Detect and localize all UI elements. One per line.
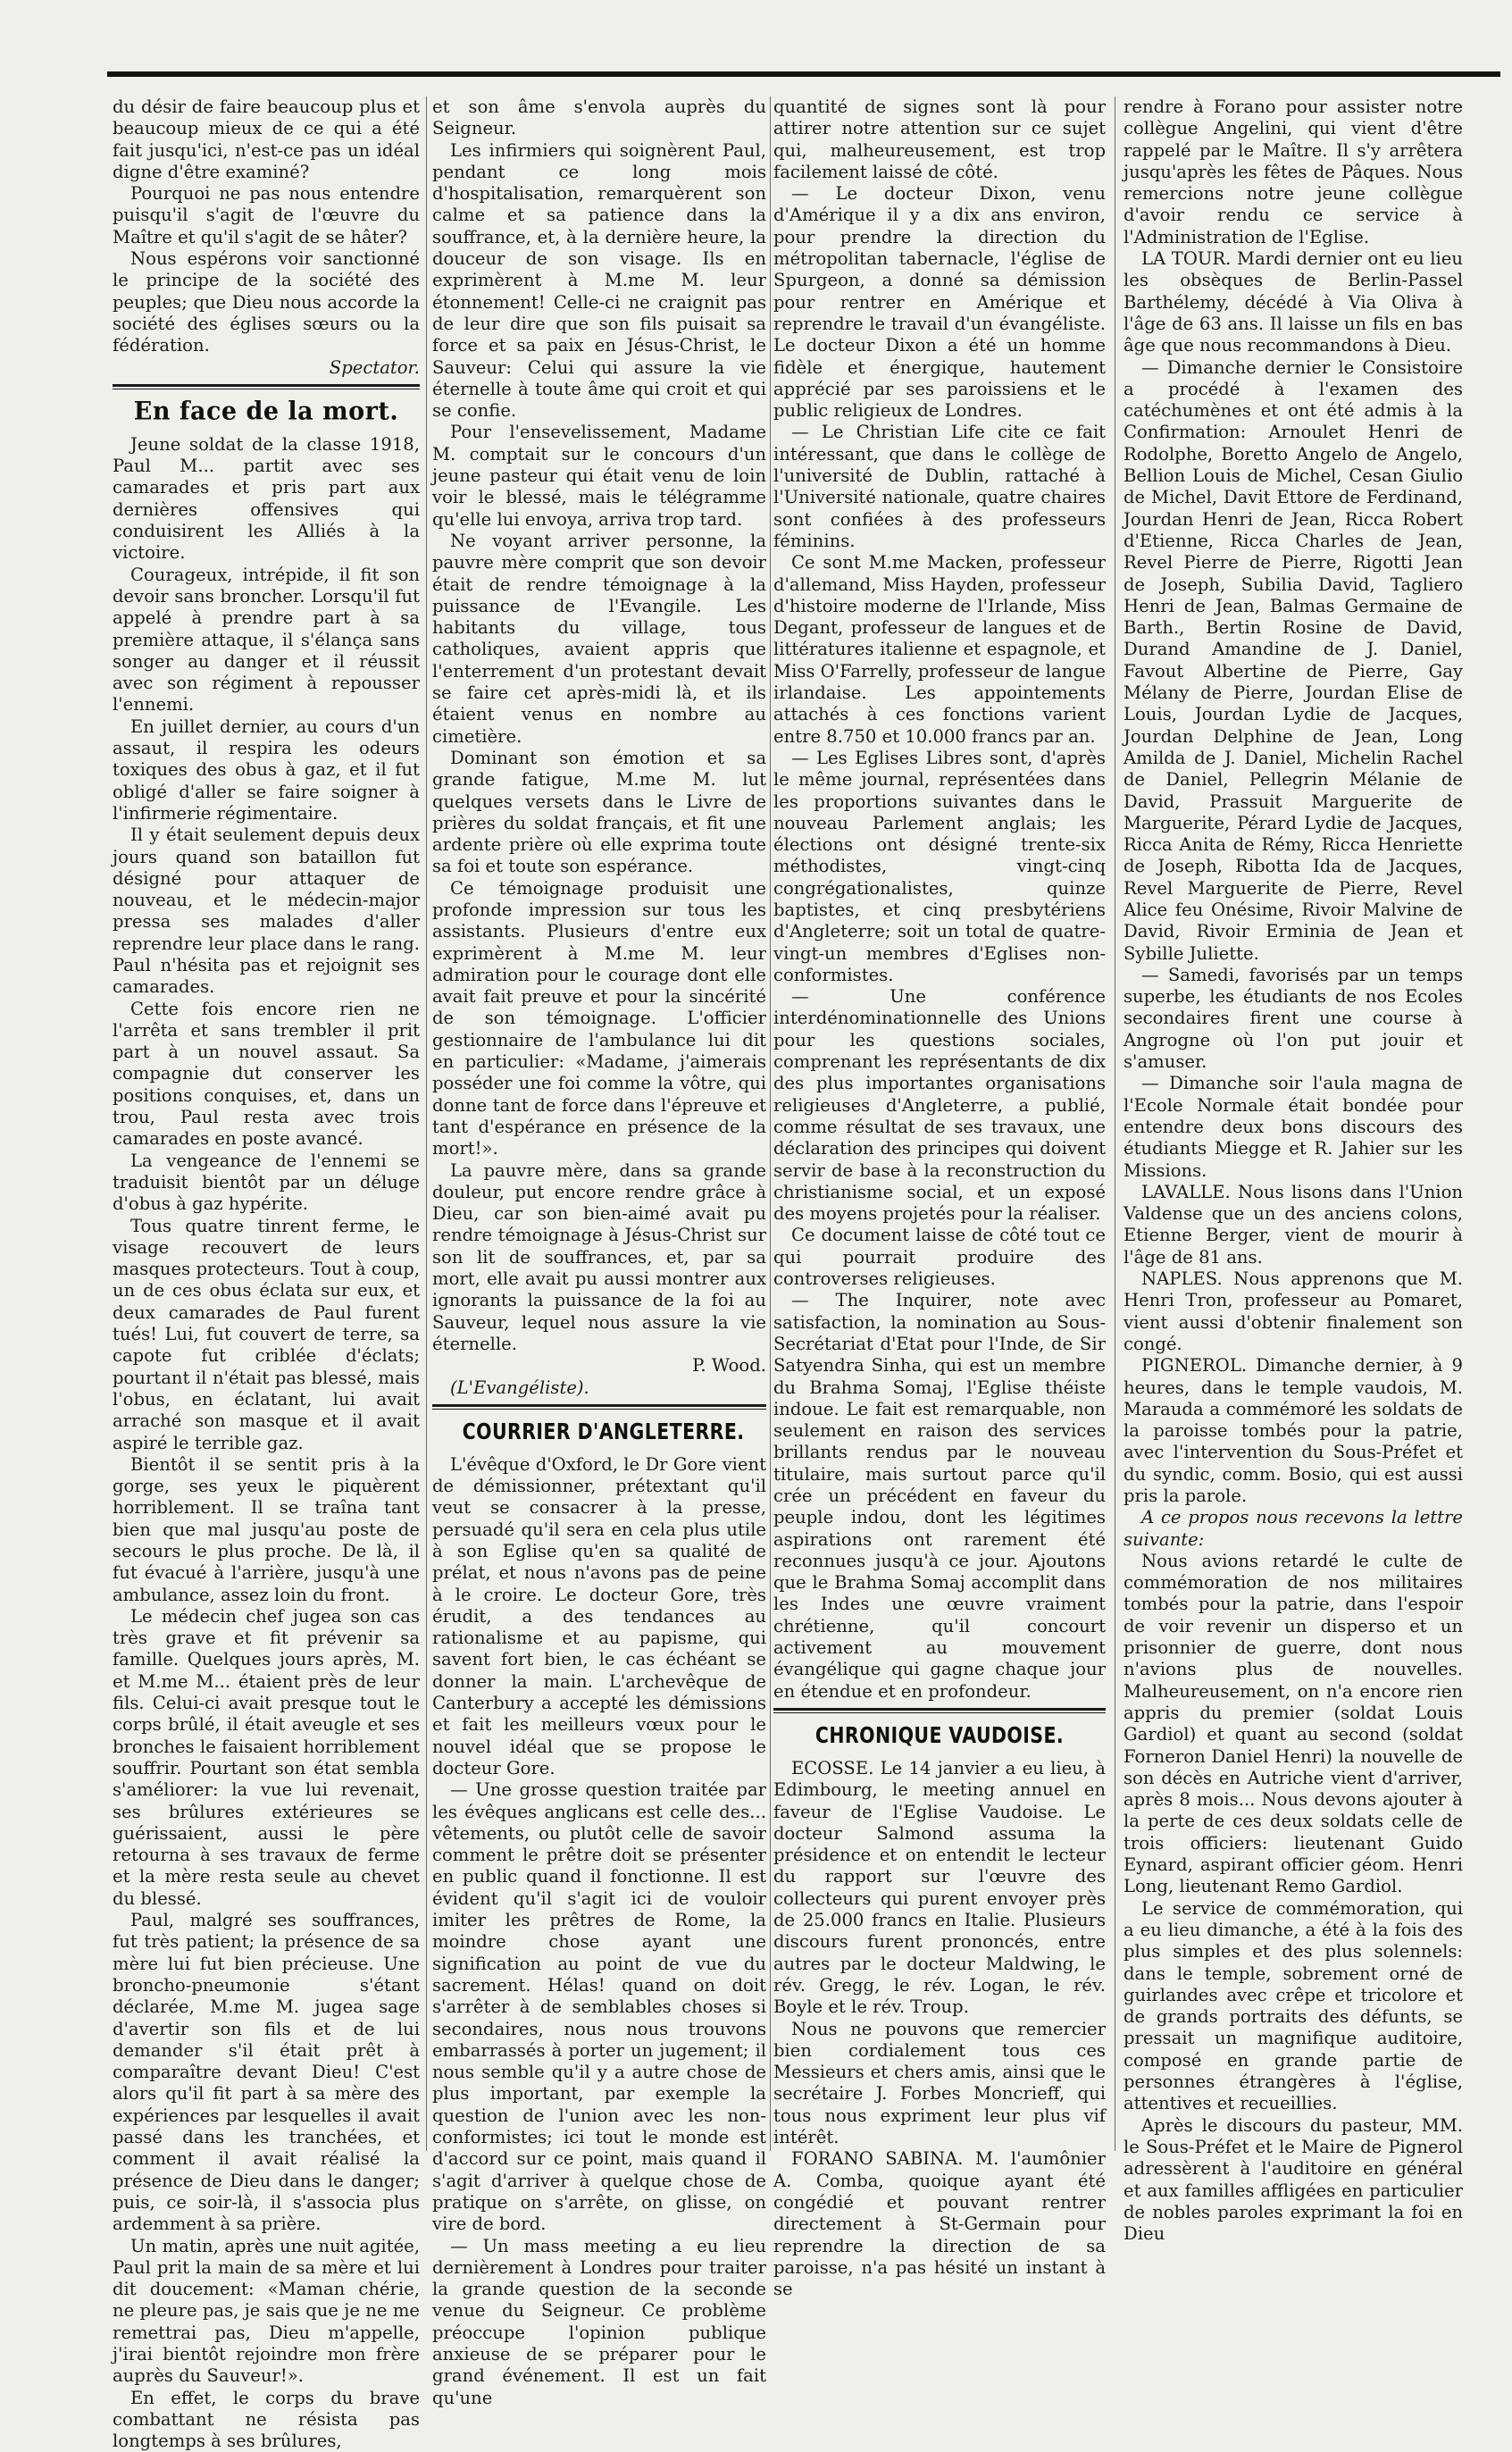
section-rule xyxy=(113,384,420,387)
paragraph: En juillet dernier, au cours d'un assaut, il respira les odeurs toxiques des obus à gaz, et il fut obligé d'aller se faire soigner à l'infirmerie régimentaire. xyxy=(113,716,420,824)
paragraph: — Une conférence interdénominationnelle des Unions pour les questions sociales, comprenant les représentants de dix des plus importantes organisations religieuses d'Angleterre, a publié, comme résultat de ses travaux, une déclaration des principes qui doivent servir de base à la reconstruction du christianisme social, et un exposé des moyens projetés pour la réaliser. xyxy=(773,986,1106,1225)
paragraph: A ce propos nous recevons la lettre suivante: xyxy=(1124,1507,1463,1550)
paragraph: LA TOUR. Mardi dernier ont eu lieu les obsèques de Berlin-Passel Barthélemy, décédé à Via Oliva à l'âge de 63 ans. Il laisse un fils en bas âge que nous recommandons à Dieu. xyxy=(1124,248,1463,356)
section-rule-thin xyxy=(432,1409,766,1410)
section-rule-thin xyxy=(773,1712,1106,1713)
paragraph: En effet, le corps du brave combattant ne résista pas longtemps à ses brûlures, xyxy=(113,2387,420,2452)
section-title: CHRONIQUE VAUDOISE. xyxy=(814,1721,1065,1748)
paragraph: Nous espérons voir sanctionné le principe de la société des peuples; que Dieu nous accorde la société des églises sœurs ou la fédération. xyxy=(113,248,420,356)
section-title: COURRIER D'ANGLETERRE. xyxy=(462,1418,745,1444)
paragraph: La pauvre mère, dans sa grande douleur, put encore rendre grâce à Dieu, car son bien-aimé avait pu rendre témoignage à Jésus-Christ sur son lit de souffrances, et, par sa mort, elle avait pu aussi montrer aux ignorants la puissance de la foi au Sauveur, lequel nous assure la vie éternelle. xyxy=(432,1159,766,1354)
paragraph: NAPLES. Nous apprenons que M. Henri Tron, professeur au Pomaret, vient aussi d'obtenir finalement son congé. xyxy=(1124,1268,1463,1354)
paragraph: — Dimanche soir l'aula magna de l'Ecole Normale était bondée pour entendre deux bons discours des étudiants Miegge et R. Jahier sur les Missions. xyxy=(1124,1073,1463,1181)
section-rule xyxy=(773,1708,1106,1711)
paragraph: et son âme s'envola auprès du Seigneur. xyxy=(432,96,766,139)
column-2 xyxy=(432,96,766,2408)
paragraph: Un matin, après une nuit agitée, Paul prit la main de sa mère et lui dit doucement: «Maman chérie, ne pleure pas, je sais que je ne me remettrai pas, Dieu m'appelle, j'irai bientôt rejoindre mon frère auprès du Sauveur!». xyxy=(113,2235,420,2387)
column-divider xyxy=(426,96,427,2151)
paragraph: Bientôt il se sentit pris à la gorge, ses yeux le piquèrent horriblement. Il se traîna tant bien que mal jusqu'au poste de secours le plus proche. De là, il fut évacué à l'arrière, jusqu'à une ambulance, assez loin du front. xyxy=(113,1453,420,1605)
column-3 xyxy=(773,96,1107,2300)
paragraph: du désir de faire beaucoup plus et beaucoup mieux de ce qui a été fait jusqu'ici, n'est-ce pas un idéal digne d'être examiné? xyxy=(113,96,420,182)
paragraph: — Une grosse question traitée par les évêques anglicans est celle des... vêtements, ou plutôt celle de savoir comment le prêtre doit se présenter en public quand il fonctionne. Il est évident qu'il s'agit ici de vouloir imiter les prêtres de Rome, la moindre chose ayant une signification au point de vue du sacrement. Hélas! quand on doit s'arrêter à de semblables choses si secondaires, nous nous trouvons embarrassés à porter un jugement; il nous semble qu'il y a autre chose de plus important, par exemple la question de l'union avec les non-conformistes; ici tout le monde est d'accord sur ce point, mais quand il s'agit d'arriver à quelque chose de pratique on s'arrête, on glisse, on vire de bord. xyxy=(432,1779,766,2235)
paragraph: FORANO SABINA. M. l'aumônier A. Comba, quoique ayant été congédié et pouvant rentrer directement à St-Germain pour reprendre la direction de sa paroisse, n'a pas hésité un instant à se xyxy=(773,2148,1106,2300)
paragraph: — Dimanche dernier le Consistoire a procédé à l'examen des catéchumènes et ont été admis à la Confirmation: Arnoulet Henri de Rodolphe, Boretto Angelo de Angelo, Bellion Louis de Michel, Cesan Giulio de Michel, Davit Ettore de Ferdinand, Jourdan Henri de Jean, Ricca Robert d'Etienne, Ricca Charles de Jean, Revel Pierre de Pierre, Rigotti Jean de Joseph, Subilia David, Tagliero Henri de Jean, Balmas Germaine de Barth., Bertin Rosine de David, Durand Amandine de J. Daniel, Favout Albertine de Pierre, Gay Mélany de Pierre, Jourdan Elise de Louis, Jourdan Lydie de Jacques, Jourdan Delphine de Jean, Long Amilda de J. Daniel, Michelin Rachel de Daniel, Pellegrin Mélanie de David, Prassuit Marguerite de Marguerite, Pérard Lydie de Jacques, Ricca Anita de Rémy, Ricca Henriette de Joseph, Ribotta Ida de Jacques, Revel Marguerite de Pierre, Revel Alice feu Onésime, Rivoir Malvine de David, Rivoir Erminia de Jean et Sybille Juliette. xyxy=(1124,356,1463,964)
paragraph: Nous avions retardé le culte de commémoration de nos militaires tombés pour la patrie, dans l'espoir de voir revenir un disperso et un prisonnier de guerre, dont nous n'avions plus de nouvelles. Malheureusement, on n'a encore rien appris du premier (soldat Louis Gardiol) et quant au second (soldat Forneron Daniel Henri) la nouvelle de son décès en Autriche vient d'arriver, après 8 mois... Nous devons ajouter à la perte de ces deux soldats celle de trois officiers: lieutenant Guido Eynard, aspirant officier géom. Henri Long, lieutenant Remo Gardiol. xyxy=(1124,1550,1463,1897)
section-rule xyxy=(432,1404,766,1407)
paragraph: — Le docteur Dixon, venu d'Amérique il y a dix ans environ, pour prendre la direction du métropolitan tabernacle, l'église de Spurgeon, a donné sa démission pour rentrer en Amérique et reprendre le travail d'un évangéliste. Le docteur Dixon a été un homme fidèle et énergique, hautement apprécié par ses paroissiens et le public religieux de Londres. xyxy=(773,183,1106,422)
paragraph: — Un mass meeting a eu lieu dernièrement à Londres pour traiter la grande question de la seconde venue du Seigneur. Ce problème préoccupe l'opinion publique anxieuse de se préparer pour le grand événement. Il est un fait qu'une xyxy=(432,2235,766,2408)
signature: Spectator. xyxy=(329,356,420,378)
paragraph: L'évêque d'Oxford, le Dr Gore vient de démissionner, prétextant qu'il veut se consacrer à la presse, persuadé qu'il sera en cela plus utile à son Eglise qu'en sa qualité de prélat, et nous n'avons pas de peine à le croire. Le docteur Gore, très érudit, a des tendances au rationalisme et au papisme, qui savent fort bien, le cas échéant se donner la main. L'archevêque de Canterbury a accepté les démissions et fait les meilleurs vœux pour le nouvel idéal que se propose le docteur Gore. xyxy=(432,1453,766,1778)
paragraph: — Le Christian Life cite ce fait intéressant, que dans le collège de l'université de Dublin, rattaché à l'Université nationale, quatre chaires sont confiées à des professeurs féminins. xyxy=(773,422,1106,551)
paragraph: Pourquoi ne pas nous entendre puisqu'il s'agit de l'œuvre du Maître et qu'il s'agit de se hâter? xyxy=(113,183,420,247)
top-rule xyxy=(107,71,1500,77)
paragraph: Dominant son émotion et sa grande fatigue, M.me M. lut quelques versets dans le Livre de prières du soldat français, et fit une ardente prière où elle exprima toute sa foi et toute son espérance. xyxy=(432,747,766,877)
column-divider xyxy=(770,96,771,2151)
paragraph: Cette fois encore rien ne l'arrêta et sans trembler il prit part à un nouvel assaut. Sa compagnie dut conserver les positions conquises, et, dans un trou, Paul resta avec trois camarades en poste avancé. xyxy=(113,998,420,1150)
paragraph: Courageux, intrépide, il fit son devoir sans broncher. Lorsqu'il fut appelé à prendre part à sa première attaque, il s'élança sans songer au danger et il réussit avec son régiment à repousser l'ennemi. xyxy=(113,564,420,716)
author: P. Wood. xyxy=(692,1355,766,1377)
paragraph: Tous quatre tinrent ferme, le visage recouvert de leurs masques protecteurs. Tout à coup, un de ces obus éclata sur eux, et deux camarades de Paul furent tués! Lui, fut couvert de terre, sa capote fut criblée d'éclats; pourtant il n'était pas blessé, mais l'obus, en éclatant, lui avait arraché son masque et il avait aspiré le terrible gaz. xyxy=(113,1215,420,1453)
article-title: En face de la mort. xyxy=(133,397,399,426)
paragraph: Ce sont M.me Macken, professeur d'allemand, Miss Hayden, professeur d'histoire moderne de l'Irlande, Miss Degant, professeur de langues et de littératures italienne et espagnole, et Miss O'Farrelly, professeur de langue irlandaise. Les appointements attachés à ces fonctions varient entre 8.750 et 10.000 francs par an. xyxy=(773,552,1107,747)
paragraph: Nous ne pouvons que remercier bien cordialement tous ces Messieurs et chers amis, ainsi que le secrétaire J. Forbes Moncrieff, qui tous nous expriment leur plus vif intérêt. xyxy=(773,2018,1106,2148)
paragraph: ECOSSE. Le 14 janvier a eu lieu, à Edimbourg, le meeting annuel en faveur de l'Eglise Vaudoise. Le docteur Salmond assuma la présidence et on entendit le lecteur du rapport sur l'œuvre des collecteurs qui purent envoyer près de 25.000 francs en Italie. Plusieurs discours furent prononcés, entre autres par le docteur Maldwing, le rév. Gregg, le rév. Logan, le rév. Boyle et le rév. Troup. xyxy=(773,1757,1106,2018)
paragraph: Ce témoignage produisit une profonde impression sur tous les assistants. Plusieurs d'entre eux exprimèrent à M.me M. leur admiration pour le courage dont elle avait fait preuve et pour la sincérité de son témoignage. L'officier gestionnaire de l'ambulance lui dit en particulier: «Madame, j'aimerais posséder une foi comme la vôtre, qui donne tant de force dans l'épreuve et tant d'espérance en présence de la mort!». xyxy=(432,877,766,1159)
paragraph: Le médecin chef jugea son cas très grave et fit prévenir sa famille. Quelques jours après, M. et M.me M... étaient près de leur fils. Celui-ci avait presque tout le corps brûlé, il était aveugle et ses bronches le faisaient horriblement souffrir. Pourtant son état sembla s'améliorer: la vue lui revenait, ses brûlures extérieures se guérissaient, aussi le père retourna à ses travaux de ferme et la mère resta seule au chevet du blessé. xyxy=(113,1605,420,1909)
paragraph: — Samedi, favorisés par un temps superbe, les étudiants de nos Ecoles secondaires firent une course à Angrogne où l'on put jouir et s'amuser. xyxy=(1124,964,1463,1073)
paragraph: Après le discours du pasteur, MM. le Sous-Préfet et le Maire de Pignerol adressèrent à l'auditoire en général et aux familles affligées en particulier de nobles paroles exprimant la foi en Dieu xyxy=(1124,2114,1463,2245)
paragraph: quantité de signes sont là pour attirer notre attention sur ce sujet qui, malheureusement, est trop facilement laissé de côté. xyxy=(773,96,1106,182)
column-1 xyxy=(113,96,420,2452)
paragraph: Les infirmiers qui soignèrent Paul, pendant ce long mois d'hospitalisation, remarquèrent son calme et sa patience dans la souffrance, et, à la dernière heure, la douceur de son visage. Ils en exprimèrent à M.me M. leur étonnement! Celle-ci ne craignit pas de leur dire que son fils puisait sa force et sa paix en Jésus-Christ, le Sauveur: Celui qui assure la vie éternelle à toute âme qui croit et qui se confie. xyxy=(432,139,766,422)
paragraph: PIGNEROL. Dimanche dernier, à 9 heures, dans le temple vaudois, M. Marauda a commémoré les soldats de la paroisse tombés pour la patrie, avec l'intervention du Sous-Préfet et du syndic, comm. Bosio, qui est aussi pris la parole. xyxy=(1124,1355,1463,1506)
paragraph: — The Inquirer, note avec satisfaction, la nomination au Sous-Secrétariat d'Etat pour l'Inde, de Sir Satyendra Sinha, qui est un membre du Brahma Somaj, l'Eglise théiste indoue. Le fait est remarquable, non seulement en raison des services brillants rendus par le nouveau titulaire, mais surtout parce qu'il crée un précédent en faveur du peuple indou, dont les légitimes aspirations ont rarement été reconnues jusqu'à ce jour. Ajoutons que le Brahma Somaj accomplit dans les Indes une œuvre vraiment chrétienne, qu'il concourt activement au mouvement évangélique qui gagne chaque jour en étendue et en profondeur. xyxy=(773,1290,1106,1702)
column-4 xyxy=(1124,96,1463,2245)
paragraph: Jeune soldat de la classe 1918, Paul M... partit avec ses camarades et pris part aux dernières offensives qui conduisirent les Alliés à la victoire. xyxy=(113,433,420,564)
source: (L'Evangéliste). xyxy=(450,1377,589,1398)
paragraph: Paul, malgré ses souffrances, fut très patient; la présence de sa mère lui fut bien précieuse. Une broncho-pneumonie s'étant déclarée, M.me M. jugea sage d'avertir son fils et de lui demander s'il était prêt à comparaître devant Dieu! C'est alors qu'il fit part à sa mère des expériences par lesquelles il avait passé dans les tranchées, et comment il avait réalisé la présence de Dieu dans le danger; puis, ce soir-là, il s'associa plus ardemment à sa prière. xyxy=(113,1910,420,2235)
paragraph: rendre à Forano pour assister notre collègue Angelini, qui vient d'être rappelé par le Maître. Il s'y arrêtera jusqu'après les fêtes de Pâques. Nous remercions notre jeune collègue d'avoir rendu ce service à l'Administration de l'Eglise. xyxy=(1124,96,1463,247)
paragraph: — Les Eglises Libres sont, d'après le même journal, représentées dans les proportions suivantes dans le nouveau Parlement anglais; les élections ont désigné trente-six méthodistes, vingt-cinq congrégationalistes, quinze baptistes, et cinq presbytériens d'Angleterre; soit un total de quatre-vingt-un membres d'Eglises non-conformistes. xyxy=(773,747,1106,985)
paragraph: Ne voyant arriver personne, la pauvre mère comprit que son devoir était de rendre témoignage à la puissance de l'Evangile. Les habitants du village, tous catholiques, avaient appris que l'enterrement d'un protestant devait se faire cet après-midi là, et ils étaient venus en nombre au cimetière. xyxy=(432,530,766,747)
paragraph: Il y était seulement depuis deux jours quand son bataillon fut désigné pour attaquer de nouveau, et le médecin-major pressa ses malades d'aller reprendre leur place dans le rang. Paul n'hésita pas et rejoignit ses camarades. xyxy=(113,824,420,998)
paragraph: Pour l'ensevelissement, Madame M. comptait sur le concours d'un jeune pasteur qui était venu de loin voir le blessé, mais le télégramme qu'elle lui envoya, arriva trop tard. xyxy=(432,422,766,530)
paragraph: Le service de commémoration, qui a eu lieu dimanche, a été à la fois des plus simples et des plus solennels: dans le temple, sobrement orné de guirlandes avec crêpe et tricolore et de grands portraits des défunts, se pressait un magnifique auditoire, composé en grande partie de personnes étrangères à l'église, attentives et recueillies. xyxy=(1124,1897,1463,2114)
paragraph: Ce document laisse de côté tout ce qui pourrait produire des controverses religieuses. xyxy=(773,1225,1106,1290)
paragraph: LAVALLE. Nous lisons dans l'Union Valdense que un des anciens colons, Etienne Berger, vient de mourir à l'âge de 81 ans. xyxy=(1124,1181,1463,1268)
paragraph: La vengeance de l'ennemi se traduisit bientôt par un déluge d'obus à gaz hypérite. xyxy=(113,1150,420,1215)
